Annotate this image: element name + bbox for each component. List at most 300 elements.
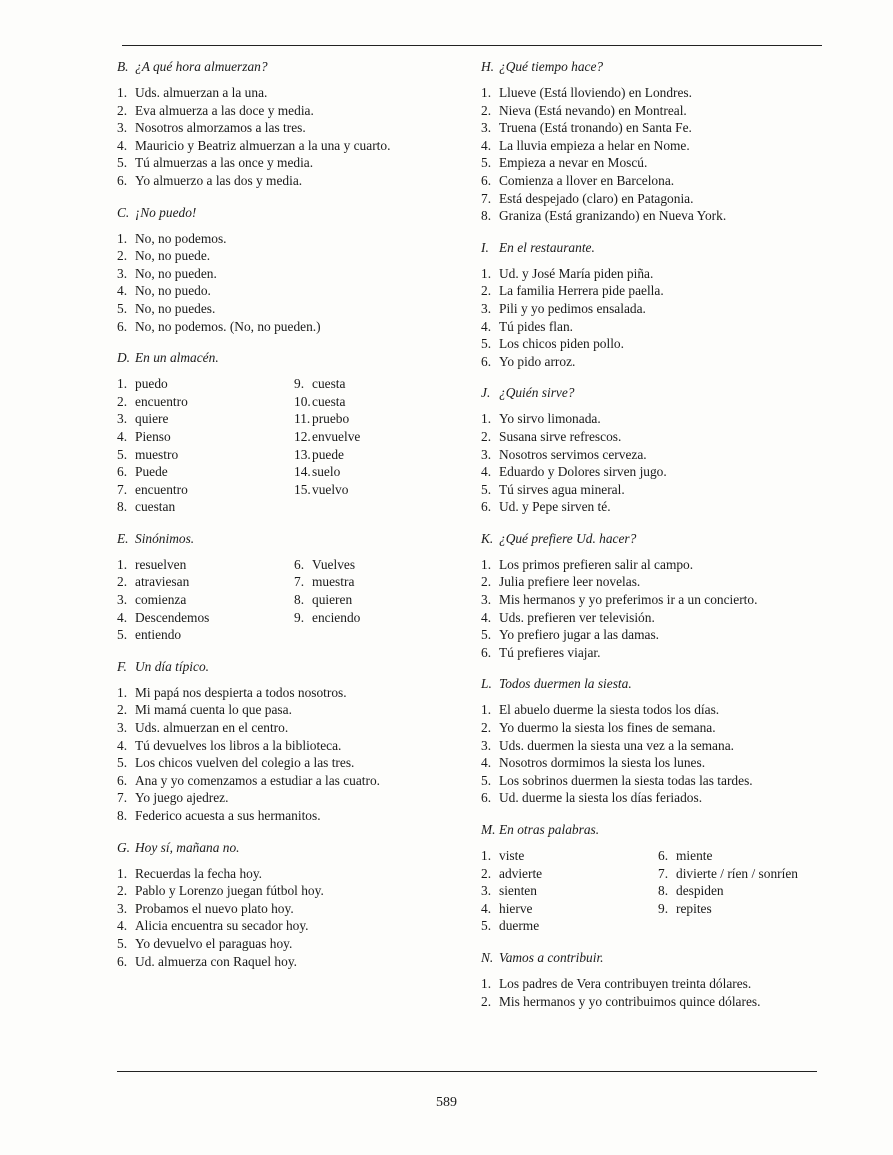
section-letter: I. [481, 239, 489, 255]
list-item [658, 882, 798, 900]
item-text: Yo juego ajedrez. [135, 790, 229, 806]
item-text: envuelve [312, 428, 361, 444]
list-item [117, 463, 294, 481]
list-item [294, 446, 360, 464]
item-number: 4. [481, 137, 492, 153]
item-number: 2. [481, 993, 492, 1009]
item-text: Ud. y Pepe sirven té. [499, 499, 611, 515]
item-text: Yo sirvo limonada. [499, 411, 601, 427]
list-item [117, 481, 294, 499]
list-item [481, 865, 658, 883]
list-item [481, 154, 831, 172]
list-item [658, 865, 798, 883]
item-number: 1. [481, 848, 492, 863]
item-text: Empieza a nevar en Moscú. [499, 155, 648, 171]
item-text: Tú almuerzas a las once y media. [135, 155, 314, 171]
exercise-section [481, 675, 831, 807]
item-number: 1. [117, 684, 128, 700]
item-number: 5. [481, 627, 492, 643]
section-title: En el restaurante. [499, 239, 595, 255]
list-item [481, 556, 831, 574]
list-item [117, 900, 467, 918]
item-number: 2. [481, 102, 492, 118]
list-item [481, 428, 831, 446]
list-item [658, 900, 798, 918]
section-letter: K. [481, 530, 494, 546]
section-title: ¡No puedo! [135, 204, 197, 220]
item-number: 14. [294, 464, 311, 480]
item-number: 3. [117, 900, 128, 916]
item-number: 2. [481, 283, 492, 299]
item-number: 6. [481, 644, 492, 660]
section-letter: G. [117, 839, 131, 855]
item-number: 2. [117, 574, 128, 590]
section-heading [481, 675, 831, 693]
item-text: Mauricio y Beatriz almuerzan a la una y cuarto. [135, 137, 391, 153]
list-item [117, 498, 294, 516]
item-number: 3. [117, 265, 128, 281]
item-text: muestra [312, 574, 355, 590]
item-number: 2. [481, 574, 492, 590]
list-item [117, 172, 467, 190]
item-number: 6. [658, 848, 669, 863]
item-number: 12. [294, 428, 311, 444]
item-text: La familia Herrera pide paella. [499, 283, 664, 299]
item-text: No, no puedes. [135, 300, 216, 316]
item-text: Mi papá nos despierta a todos nosotros. [135, 684, 347, 700]
item-text: Yo almuerzo a las dos y media. [135, 172, 303, 188]
item-text: Tú sirves agua mineral. [499, 481, 625, 497]
exercise-section [481, 949, 831, 1010]
exercise-section [117, 58, 467, 190]
list-item [117, 265, 467, 283]
item-text: enciendo [312, 609, 361, 625]
list-item [117, 102, 467, 120]
exercise-section [117, 839, 467, 971]
list-item [481, 917, 658, 935]
section-letter: M. [481, 822, 496, 837]
item-number: 7. [117, 790, 128, 806]
item-number: 5. [117, 755, 128, 771]
list-item [481, 644, 831, 662]
section-title: Sinónimos. [135, 530, 195, 546]
list-item [117, 772, 467, 790]
item-number: 3. [117, 592, 128, 608]
page-number: 589 [436, 1095, 457, 1110]
list-item [481, 481, 831, 499]
section-title: En otras palabras. [499, 822, 600, 837]
section-letter: N. [481, 949, 494, 965]
section-heading [481, 530, 831, 548]
item-text: Ud. almuerza con Raquel hoy. [135, 953, 297, 969]
item-text: vuelvo [312, 481, 349, 497]
item-number: 5. [481, 918, 492, 934]
item-text: Ana y yo comenzamos a estudiar a las cuatro. [135, 772, 381, 788]
section-heading [481, 949, 831, 967]
item-text: Yo prefiero jugar a las damas. [499, 627, 660, 643]
list-item [117, 446, 294, 464]
two-column-list [117, 375, 467, 516]
list-item [481, 172, 831, 190]
right-column [481, 58, 831, 1024]
item-text: Comienza a llover en Barcelona. [499, 172, 675, 188]
item-text: miente [676, 848, 713, 863]
list-item [481, 591, 831, 609]
item-number: 1. [117, 865, 128, 881]
item-number: 1. [481, 556, 492, 572]
item-number: 1. [117, 556, 128, 572]
item-number: 4. [117, 283, 128, 299]
item-number: 6. [481, 499, 492, 515]
item-text: Uds. prefieren ver televisión. [499, 609, 655, 625]
item-text: cuesta [312, 393, 346, 409]
item-number: 4. [481, 318, 492, 334]
item-text: Susana sirve refrescos. [499, 428, 622, 444]
section-letter: E. [117, 530, 129, 546]
item-text: Eva almuerza a las doce y media. [135, 102, 314, 118]
list-item [481, 410, 831, 428]
item-number: 11. [294, 411, 311, 427]
item-text: Pablo y Lorenzo juegan fútbol hoy. [135, 883, 324, 899]
section-letter: C. [117, 204, 130, 220]
list-item [294, 393, 360, 411]
item-number: 4. [117, 428, 128, 444]
list-item [117, 282, 467, 300]
item-number: 5. [117, 155, 128, 171]
list-item [117, 737, 467, 755]
list-item [481, 102, 831, 120]
item-number: 1. [481, 975, 492, 991]
item-text: Mi mamá cuenta lo que pasa. [135, 702, 292, 718]
item-text: encuentro [135, 481, 188, 497]
section-letter: H. [481, 59, 495, 74]
item-text: Probamos el nuevo plato hoy. [135, 900, 294, 916]
item-number: 3. [481, 446, 492, 462]
list-item [294, 463, 360, 481]
item-text: suelo [312, 464, 341, 480]
two-column-list [117, 556, 467, 644]
item-text: viste [499, 848, 525, 863]
item-text: muestro [135, 446, 179, 462]
item-number: 5. [117, 935, 128, 951]
list-column [117, 375, 294, 516]
item-number: 6. [481, 172, 492, 188]
item-number: 2. [117, 393, 128, 409]
list-item [117, 953, 467, 971]
list-item [481, 789, 831, 807]
item-text: encuentro [135, 393, 188, 409]
item-number: 1. [117, 85, 128, 100]
item-number: 3. [117, 720, 128, 736]
exercise-section [117, 530, 467, 644]
list-item [117, 609, 294, 627]
item-number: 5. [481, 336, 492, 352]
item-number: 3. [481, 300, 492, 316]
item-number: 1. [481, 702, 492, 718]
list-item [117, 300, 467, 318]
item-text: Nosotros servimos cerveza. [499, 446, 647, 462]
item-text: Mis hermanos y yo contribuimos quince dólares. [499, 993, 761, 1009]
item-text: No, no pueden. [135, 265, 217, 281]
item-text: Puede [135, 464, 168, 480]
item-text: No, no podemos. [135, 230, 227, 246]
section-heading [117, 204, 467, 222]
list-column [481, 847, 658, 935]
item-number: 1. [481, 85, 492, 100]
section-title: Hoy sí, mañana no. [135, 839, 240, 855]
item-text: Tú pides flan. [499, 318, 574, 334]
item-text: advierte [499, 865, 543, 881]
list-item [294, 481, 360, 499]
item-text: cuestan [135, 499, 176, 515]
section-title: En un almacén. [135, 350, 219, 366]
list-item [481, 900, 658, 918]
item-text: Eduardo y Dolores sirven jugo. [499, 464, 667, 480]
item-text: Nieva (Está nevando) en Montreal. [499, 102, 687, 118]
list-column [117, 556, 294, 644]
item-number: 4. [117, 137, 128, 153]
item-number: 4. [481, 464, 492, 480]
list-item [294, 609, 360, 627]
item-number: 6. [117, 772, 128, 788]
item-text: repites [676, 900, 712, 916]
item-text: comienza [135, 592, 187, 608]
item-text: Recuerdas la fecha hoy. [135, 865, 263, 881]
item-text: Yo duermo la siesta los fines de semana. [499, 720, 716, 736]
item-text: cuesta [312, 376, 346, 392]
item-number: 15. [294, 481, 311, 497]
list-item [117, 84, 467, 102]
section-title: Vamos a contribuir. [499, 949, 604, 965]
item-number: 5. [117, 300, 128, 316]
item-text: atraviesan [135, 574, 190, 590]
list-item [481, 737, 831, 755]
section-title: Todos duermen la siesta. [499, 676, 632, 692]
section-title: ¿A qué hora almuerzan? [135, 59, 268, 74]
list-item [117, 754, 467, 772]
item-number: 4. [481, 609, 492, 625]
list-item [481, 609, 831, 627]
section-letter: D. [117, 350, 131, 366]
list-column [658, 847, 798, 935]
item-text: Uds. almuerzan a la una. [135, 85, 268, 100]
item-number: 5. [117, 446, 128, 462]
item-text: Ud. duerme la siesta los días feriados. [499, 790, 703, 806]
list-item [117, 137, 467, 155]
item-text: Federico acuesta a sus hermanitos. [135, 808, 321, 823]
item-number: 13. [294, 446, 311, 462]
exercise-section [481, 58, 831, 225]
list-item [481, 573, 831, 591]
item-number: 6. [481, 790, 492, 806]
item-number: 2. [117, 883, 128, 899]
list-item [117, 119, 467, 137]
exercise-section [481, 530, 831, 662]
item-text: No, no podemos. (No, no pueden.) [135, 318, 321, 334]
item-text: Uds. almuerzan en el centro. [135, 720, 289, 736]
item-text: resuelven [135, 556, 187, 572]
list-item [481, 190, 831, 208]
list-item [481, 847, 658, 865]
list-item [658, 847, 798, 865]
list-item [117, 684, 467, 702]
list-item [117, 917, 467, 935]
list-item [481, 754, 831, 772]
item-number: 3. [481, 592, 492, 608]
item-text: Los chicos vuelven del colegio a las tres. [135, 755, 355, 771]
item-number: 10. [294, 393, 311, 409]
item-number: 7. [117, 481, 128, 497]
item-text: Yo pido arroz. [499, 353, 576, 369]
item-text: Uds. duermen la siesta una vez a la semana. [499, 737, 734, 753]
section-letter: J. [481, 385, 491, 401]
section-heading [481, 58, 831, 76]
list-item [117, 882, 467, 900]
item-text: Los primos prefieren salir al campo. [499, 556, 694, 572]
section-letter: B. [117, 59, 129, 74]
list-item [117, 393, 294, 411]
list-item [117, 789, 467, 807]
item-number: 8. [117, 808, 128, 823]
section-heading [117, 530, 467, 548]
item-number: 2. [117, 248, 128, 264]
item-text: Ud. y José María piden piña. [499, 265, 654, 281]
list-item [481, 282, 831, 300]
item-number: 8. [481, 208, 492, 224]
item-text: Vuelves [312, 556, 356, 572]
list-item [117, 591, 294, 609]
section-title: ¿Qué tiempo hace? [499, 59, 604, 74]
list-item [117, 556, 294, 574]
item-text: Truena (Está tronando) en Santa Fe. [499, 120, 692, 136]
section-title: ¿Quién sirve? [499, 385, 575, 401]
item-text: Pili y yo pedimos ensalada. [499, 300, 646, 316]
left-column [117, 58, 467, 984]
item-number: 1. [117, 376, 128, 392]
section-heading [117, 658, 467, 676]
list-item [117, 154, 467, 172]
item-text: entiendo [135, 627, 182, 643]
item-number: 5. [481, 481, 492, 497]
item-number: 6. [117, 953, 128, 969]
item-text: La lluvia empieza a helar en Nome. [499, 137, 690, 153]
item-text: Mis hermanos y yo preferimos ir a un concierto. [499, 592, 758, 608]
list-item [117, 410, 294, 428]
item-text: Los chicos piden pollo. [499, 336, 624, 352]
item-number: 9. [658, 900, 669, 916]
list-item [117, 701, 467, 719]
item-text: Tú prefieres viajar. [499, 644, 601, 660]
item-number: 6. [117, 318, 128, 334]
item-number: 6. [117, 464, 128, 480]
item-number: 2. [481, 428, 492, 444]
list-item [481, 498, 831, 516]
item-number: 3. [481, 120, 492, 136]
list-item [481, 137, 831, 155]
item-text: Julia prefiere leer novelas. [499, 574, 641, 590]
item-text: puede [312, 446, 344, 462]
item-text: duerme [499, 918, 540, 934]
section-title: ¿Qué prefiere Ud. hacer? [499, 530, 637, 546]
list-item [294, 410, 360, 428]
list-item [294, 375, 360, 393]
list-item [481, 335, 831, 353]
item-number: 3. [117, 120, 128, 136]
item-text: Está despejado (claro) en Patagonia. [499, 190, 694, 206]
item-number: 6. [294, 556, 305, 572]
list-item [117, 865, 467, 883]
item-text: Llueve (Está lloviendo) en Londres. [499, 85, 692, 100]
item-number: 3. [481, 883, 492, 899]
item-number: 1. [481, 411, 492, 427]
list-item [117, 935, 467, 953]
section-heading [481, 239, 831, 257]
exercise-section [117, 349, 467, 516]
item-text: No, no puede. [135, 248, 211, 264]
item-text: pruebo [312, 411, 350, 427]
list-item [481, 719, 831, 737]
list-item [117, 719, 467, 737]
list-item [294, 591, 360, 609]
list-item [481, 993, 831, 1011]
list-item [117, 247, 467, 265]
item-number: 9. [294, 376, 305, 392]
item-number: 5. [481, 772, 492, 788]
item-text: quieren [312, 592, 353, 608]
list-item [481, 265, 831, 283]
list-column [294, 375, 360, 516]
item-number: 3. [481, 737, 492, 753]
list-item [117, 428, 294, 446]
exercise-section [481, 239, 831, 371]
item-number: 2. [117, 102, 128, 118]
two-column-list [481, 847, 831, 935]
section-letter: F. [117, 658, 127, 674]
item-text: divierte / ríen / sonríen [676, 865, 798, 881]
list-item [481, 463, 831, 481]
item-number: 4. [117, 737, 128, 753]
top-rule [122, 45, 822, 46]
item-text: Los sobrinos duermen la siesta todas las tardes. [499, 772, 753, 788]
list-item [481, 701, 831, 719]
list-item [481, 882, 658, 900]
item-number: 7. [481, 190, 492, 206]
item-number: 8. [117, 499, 128, 515]
item-text: Los padres de Vera contribuyen treinta dólares. [499, 975, 752, 991]
list-item [481, 446, 831, 464]
list-item [481, 84, 831, 102]
item-text: Graniza (Está granizando) en Nueva York. [499, 208, 727, 224]
list-item [117, 807, 467, 825]
item-text: Descendemos [135, 609, 210, 625]
item-number: 6. [117, 172, 128, 188]
list-item [481, 119, 831, 137]
item-number: 3. [117, 411, 128, 427]
item-number: 2. [481, 865, 492, 881]
item-number: 8. [658, 883, 669, 899]
item-number: 7. [294, 574, 305, 590]
item-number: 4. [481, 900, 492, 916]
list-item [481, 207, 831, 225]
item-number: 4. [117, 609, 128, 625]
section-heading [117, 839, 467, 857]
list-item [294, 556, 360, 574]
section-heading [481, 821, 831, 839]
item-text: sienten [499, 883, 537, 899]
item-number: 4. [481, 755, 492, 771]
list-item [481, 772, 831, 790]
item-text: No, no puedo. [135, 283, 211, 299]
